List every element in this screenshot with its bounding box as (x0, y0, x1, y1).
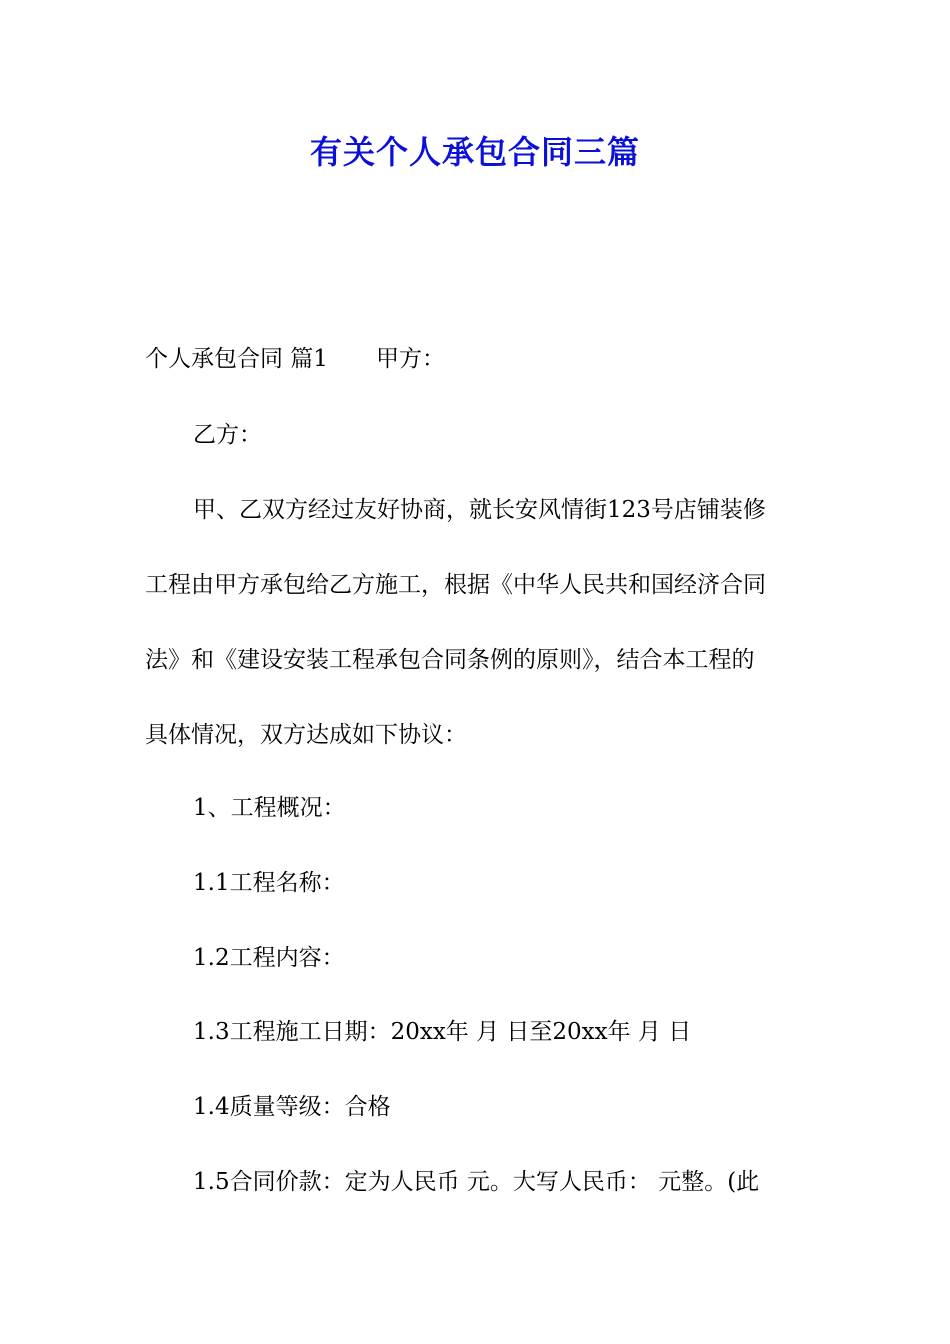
section-heading: 个人承包合同 篇1 (145, 346, 328, 372)
clause-1-4: 1.4质量等级：合格 (193, 1094, 391, 1120)
document-title: 有关个人承包合同三篇 (309, 133, 640, 171)
intro-paragraph-line-1: 甲、乙双方经过友好协商，就长安风情街123号店铺装修 (193, 497, 766, 523)
clause-1-heading: 1、工程概况： (193, 795, 346, 821)
clause-1-1: 1.1工程名称： (193, 870, 345, 896)
intro-paragraph-line-2: 工程由甲方承包给乙方施工，根据《中华人民共和国经济合同 (145, 572, 766, 598)
clause-1-5: 1.5合同价款：定为人民币 元。大写人民币： 元整。(此 (193, 1169, 760, 1195)
clause-1-3: 1.3工程施工日期：20xx年 月 日至20xx年 月 日 (193, 1019, 692, 1045)
party-b-label: 乙方： (193, 422, 262, 448)
intro-paragraph-line-3: 法》和《建设安装工程承包合同条例的原则》，结合本工程的 (145, 647, 755, 673)
party-a-label: 甲方： (375, 346, 445, 372)
intro-paragraph-line-4: 具体情况，双方达成如下协议： (145, 722, 467, 748)
clause-1-2: 1.2工程内容： (193, 945, 345, 971)
section-heading-line (145, 339, 815, 379)
